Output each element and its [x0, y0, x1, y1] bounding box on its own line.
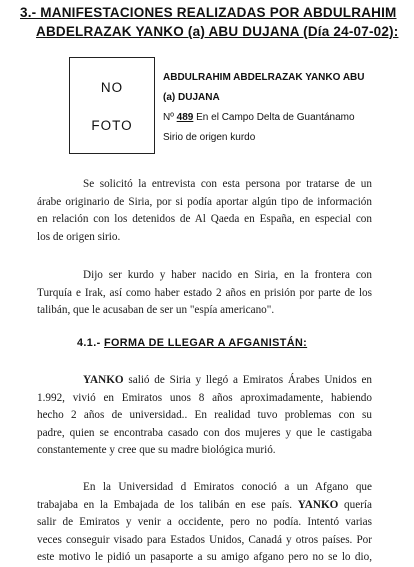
- paragraph-line: [37, 372, 372, 390]
- paragraph-line: padre, quien se encontraba casado con dos mujeres y que le castigaba: [37, 426, 372, 439]
- paragraph-line: salir de Emiratos y venir a occidente, pero no podía. Intentó varias: [37, 516, 372, 529]
- photo-placeholder-foto: FOTO: [91, 118, 133, 133]
- subject-surname: YANKO: [83, 374, 124, 386]
- paragraph-line: árabe originario de Siria, por si podía aportar algún tipo de información: [37, 195, 372, 208]
- paragraph-text: trabajaba en la Embajada de los talibán en ese país.: [37, 498, 298, 511]
- detention-location: En el Campo Delta de Guantánamo: [196, 112, 355, 123]
- detainee-number: 489: [176, 112, 194, 123]
- paragraph-line: Dijo ser kurdo y haber nacido en Siria, en la frontera con: [83, 269, 372, 281]
- paragraph-line: Se solicitó la entrevista con esta persona por tratarse de un: [83, 178, 372, 190]
- paragraph-line: Turquía e Irak, así como haber estado 2 años en prisión por parte de los: [37, 286, 372, 299]
- paragraph-line: [37, 497, 372, 515]
- paragraph-university-contact: [37, 479, 372, 567]
- number-prefix: Nº: [163, 112, 174, 123]
- subsection-heading: [77, 337, 307, 349]
- section-heading-line2: ABDELRAZAK YANKO (a) ABU DUJANA (Día 24-07-02):: [36, 24, 399, 39]
- paragraph-line: este motivo le pidió un pasaporte a su amigo afgano pero no se lo dio,: [37, 551, 372, 564]
- subject-surname: YANKO: [297, 498, 339, 511]
- paragraph-text: salió de Siria y llegó a Emiratos Árabes Unidos en: [123, 374, 372, 386]
- paragraph-origin-statement: [37, 267, 372, 320]
- subsection-title: FORMA DE LLEGAR A AFGANISTÁN:: [104, 337, 308, 349]
- paragraph-line: constantemente y cree que su madre biológica murió.: [37, 444, 276, 457]
- paragraph-line: en relación con los detenidos de Al Qaeda en España, en especial con: [37, 213, 372, 226]
- section-heading-line1: 3.- MANIFESTACIONES REALIZADAS POR ABDULRAHIM: [20, 5, 397, 20]
- paragraph-line: los de origen sirio.: [37, 230, 121, 243]
- paragraph-line: talibán, que le acusaban de ser un "espía americano".: [37, 304, 275, 317]
- photo-placeholder-box: [69, 57, 155, 154]
- detainee-number-line: [163, 112, 355, 123]
- paragraph-line: hecho 2 años de universidad.. En realidad tuvo problemas con su: [37, 409, 372, 422]
- paragraph-line: En la Universidad d Emiratos conoció a un Afgano que: [83, 481, 372, 493]
- paragraph-arrival-emirates: [37, 372, 372, 460]
- paragraph-line: 1.992, vivió en Emiratos unos 8 años aproximadamente, habiendo: [37, 391, 372, 404]
- subject-name-line2: (a) DUJANA: [163, 92, 220, 103]
- paragraph-text: quería: [338, 498, 372, 511]
- paragraph-interview-reason: [37, 176, 372, 246]
- photo-placeholder-no: NO: [100, 80, 124, 95]
- subject-origin: Sirio de origen kurdo: [163, 132, 256, 143]
- subject-name-line1: ABDULRAHIM ABDELRAZAK YANKO ABU: [163, 72, 365, 83]
- paragraph-line: veces conseguir visado para Estados Unidos, Canadá y otros países. Por: [37, 533, 372, 546]
- subsection-number: 4.1.-: [77, 337, 101, 349]
